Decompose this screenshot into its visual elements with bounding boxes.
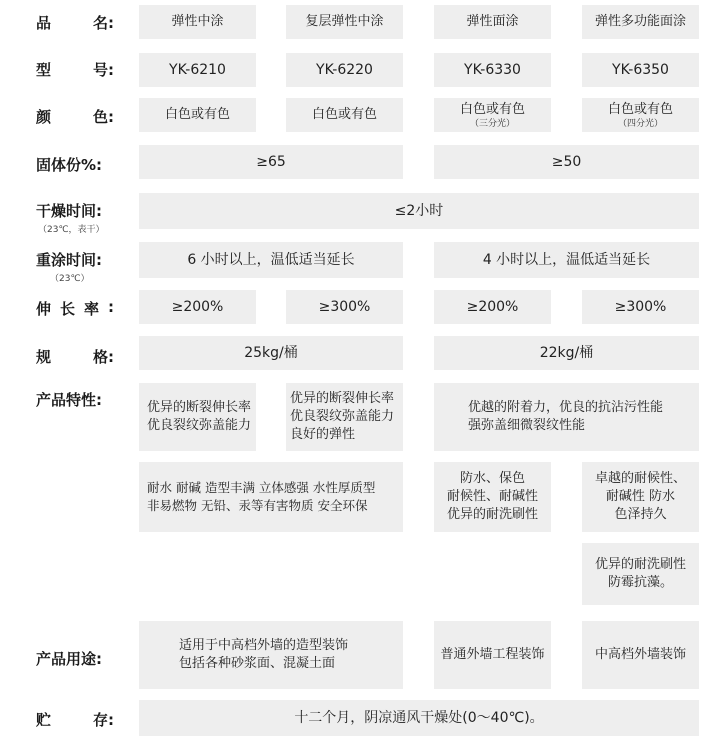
model-cell-2: YK-6220: [286, 53, 403, 87]
label-color: 颜 色:: [36, 108, 114, 126]
usage-cell-1-line: 适用于中高档外墙的造型装饰: [179, 638, 349, 653]
recoat-cell-2: 4 小时以上，温低适当延长: [434, 242, 699, 278]
model-cell-1: YK-6210: [139, 53, 256, 87]
spec-cell-1: 25kg/桶: [139, 336, 403, 370]
features-cell-3: [434, 383, 699, 451]
usage-cell-1: [139, 621, 403, 689]
label-product-name: 品 名:: [36, 14, 114, 32]
features-cell-2: [286, 383, 403, 451]
solids-cell-1: ≥65: [139, 145, 403, 179]
color-cell-4-note: （四分光）: [617, 119, 663, 129]
features-cell-6: [582, 462, 699, 532]
label-dry-time-text: 干燥时间:: [36, 202, 102, 220]
features-cell-6-line: 色泽持久: [614, 507, 667, 522]
usage-cell-1-line: 包括各种砂浆面、混凝土面: [179, 656, 336, 671]
color-cell-3-note: （三分光）: [469, 119, 515, 129]
color-cell-2: 白色或有色: [286, 98, 403, 132]
color-cell-4-text: 白色或有色: [607, 102, 673, 117]
label-dry-time-sub: （23℃，表干）: [38, 225, 105, 235]
features-cell-5-line: 优异的耐洗刷性: [446, 507, 538, 522]
color-cell-4: [582, 98, 699, 132]
dry-time-cell: ≤2小时: [139, 193, 699, 229]
label-storage: 贮 存:: [36, 711, 114, 729]
features-cell-7-line: 优异的耐洗刷性: [594, 557, 686, 572]
label-spec: 规 格:: [36, 348, 114, 366]
features-cell-5-line: 耐候性、耐碱性: [446, 489, 538, 504]
elongation-cell-3: ≥200%: [434, 290, 551, 324]
features-cell-4-line: 非易燃物 无铅、汞等有害物质 安全环保: [147, 498, 368, 513]
features-cell-3-line: 优越的附着力，优良的抗沾污性能: [468, 400, 664, 415]
features-cell-5: [434, 462, 551, 532]
label-recoat-text: 重涂时间:: [36, 251, 102, 269]
label-usage: 产品用途:: [36, 650, 102, 668]
features-cell-2-line: 良好的弹性: [290, 427, 356, 442]
features-cell-7: [582, 543, 699, 605]
name-cell-2: 复层弹性中涂: [286, 5, 403, 39]
label-recoat-sub: （23℃）: [50, 274, 90, 284]
color-cell-1: 白色或有色: [139, 98, 256, 132]
name-cell-4: 弹性多功能面涂: [582, 5, 699, 39]
features-cell-2-line: 优异的断裂伸长率: [290, 391, 395, 406]
model-cell-4: YK-6350: [582, 53, 699, 87]
elongation-cell-2: ≥300%: [286, 290, 403, 324]
solids-cell-2: ≥50: [434, 145, 699, 179]
elongation-cell-1: ≥200%: [139, 290, 256, 324]
label-elongation: 伸 长 率 :: [36, 298, 114, 318]
features-cell-6-line: 卓越的耐候性、: [594, 471, 686, 486]
color-cell-3: [434, 98, 551, 132]
usage-cell-2: 普通外墙工程装饰: [434, 621, 551, 689]
features-cell-4-line: 耐水 耐碱 造型丰满 立体感强 水性厚质型: [147, 480, 376, 495]
elongation-cell-4: ≥300%: [582, 290, 699, 324]
label-solids: 固体份%:: [36, 156, 103, 174]
features-cell-2-line: 优良裂纹弥盖能力: [290, 409, 395, 424]
model-cell-3: YK-6330: [434, 53, 551, 87]
color-cell-3-text: 白色或有色: [459, 102, 525, 117]
features-cell-1-line: 优良裂纹弥盖能力: [147, 418, 252, 433]
label-dry-time: [36, 200, 118, 235]
name-cell-1: 弹性中涂: [139, 5, 256, 39]
recoat-cell-1: 6 小时以上，温低适当延长: [139, 242, 403, 278]
label-recoat: [36, 249, 118, 284]
features-cell-3-line: 强弥盖细微裂纹性能: [468, 418, 586, 433]
label-features: 产品特性:: [36, 391, 102, 409]
name-cell-3: 弹性面涂: [434, 5, 551, 39]
label-model: 型 号:: [36, 61, 114, 79]
features-cell-7-line: 防霉抗藻。: [607, 575, 673, 590]
features-cell-1-line: 优异的断裂伸长率: [147, 400, 252, 415]
usage-cell-3: 中高档外墙装饰: [582, 621, 699, 689]
storage-cell: 十二个月，阴凉通风干燥处(0～40℃)。: [139, 700, 699, 736]
features-cell-6-line: 耐碱性 防水: [605, 489, 676, 504]
features-cell-5-line: 防水、保色: [459, 471, 525, 486]
features-cell-1: [139, 383, 256, 451]
features-cell-4: [139, 462, 403, 532]
spec-cell-2: 22kg/桶: [434, 336, 699, 370]
